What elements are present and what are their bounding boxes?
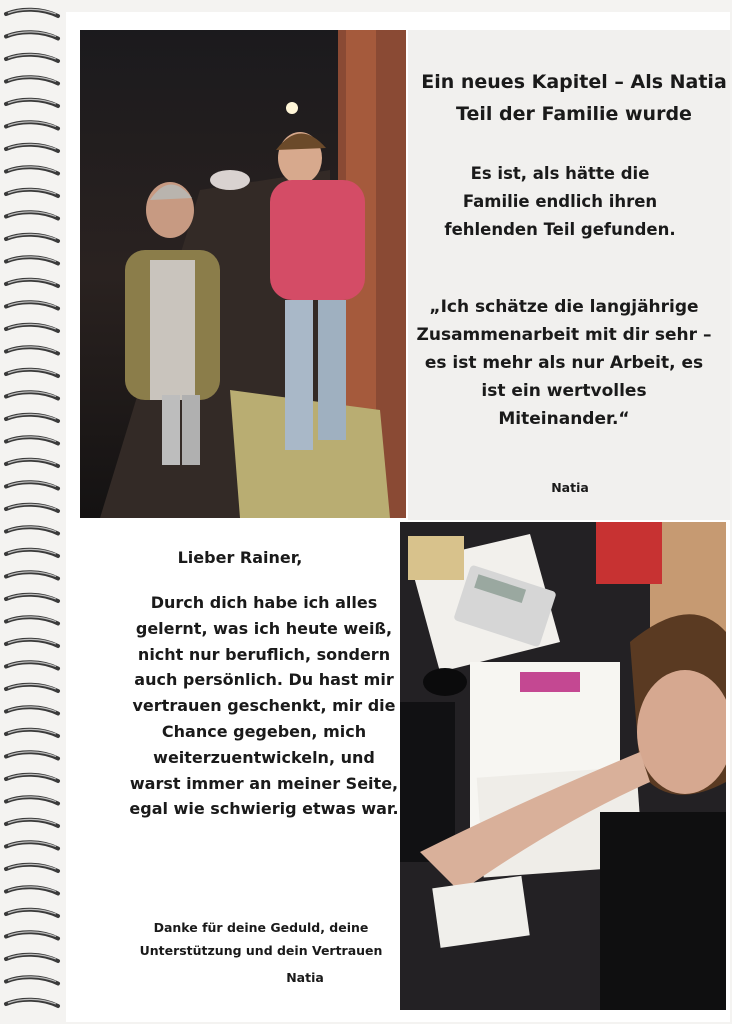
photo-night-street-image bbox=[80, 30, 406, 518]
chapter-quote: „Ich schätze die langjährige Zusammenarbeit mit dir sehr – es ist mehr als nur Arbeit, es ist ein wertvolles Miteinander.“ bbox=[416, 297, 712, 429]
letter-thanks: Danke für deine Geduld, deine Unterstützung und dein Vertrauen bbox=[139, 920, 383, 958]
photo-office-desk-image bbox=[400, 522, 726, 1010]
letter-greeting: Lieber Rainer, bbox=[177, 548, 303, 567]
spiral-binding bbox=[0, 0, 64, 1024]
chapter-title: Ein neues Kapitel – Als Natia Teil der Familie wurde bbox=[421, 71, 727, 125]
chapter-intro: Es ist, als hätte die Familie endlich ihren fehlenden Teil gefunden. bbox=[444, 164, 676, 239]
letter-body: Durch dich habe ich alles gelernt, was ich heute weiß, nicht nur beruflich, sondern auch persönlich. Du hast mir vertrauen geschenkt, mir die Chance gegeben, mich weiterzuentwickeln, und warst immer an meiner Seite, egal wie schwierig etwas war. bbox=[129, 593, 399, 819]
quote-signature: Natia bbox=[551, 480, 589, 495]
photo-office-desk bbox=[400, 522, 726, 1010]
photo-night-street bbox=[80, 30, 406, 518]
spiral-coils bbox=[6, 9, 58, 1006]
letter-signature: Natia bbox=[286, 970, 324, 985]
